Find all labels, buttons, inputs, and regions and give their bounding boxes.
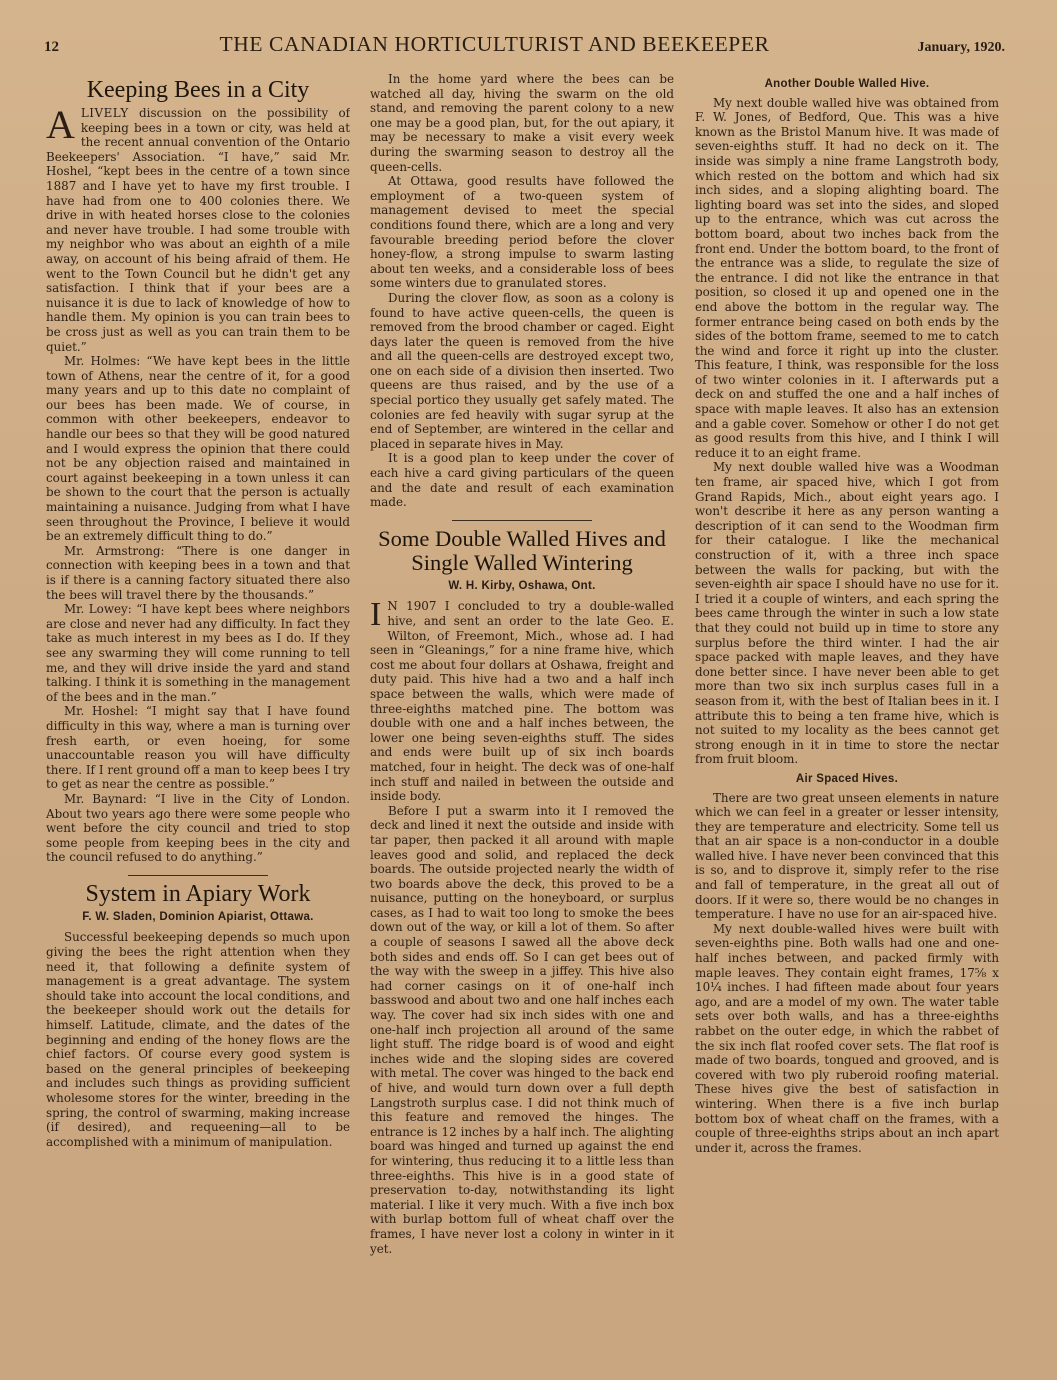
- article-paragraph: Mr. Armstrong: “There is one danger in connection with keeping bees in a town and that is if there is a canning factory situated there also the bees will travel there by the thousands.”: [46, 543, 350, 602]
- article-paragraph: Mr. Hoshel: “I might say that I have found difficulty in this way, where a man is turning over fresh earth, or even hoeing, for some unaccountable reason you will have difficulty there. If I rent ground off a man to keep bees I try to get as near the centre as possible.”: [46, 704, 350, 792]
- article-paragraph: Mr. Holmes: “We have kept bees in the little town of Athens, near the centre of it, for a good many years and up to this date no complaint of our bees has been made. We of course, in common with other beekeepers, endeavor to handle our bees so that they will be good natured and I would express the opinion that there could not be any objection raised and maintained in court against beekeeping in a town unless it can be shown to the court that the person is actually maintaining a nuisance. Judging from what I have seen throughout the Province, I believe it would be an extremely difficult thing to do.”: [46, 354, 350, 544]
- article-paragraph: Successful beekeeping depends so much upon giving the bees the right attention when they need it, that following a definite system of management is a great advantage. The system should take into account the local conditions, and the beekeeper should work out the details for himself. Latitude, climate, and the dates of the beginning and ending of the honey flows are the chief factors. Of course every good system is based on the general principles of beekeeping and includes such things as providing sufficient wholesome stores for the winter, breeding in the spring, the control of swarming, making increase (if desired), and requeening—all to be accomplished with a minimum of manipulation.: [46, 930, 350, 1149]
- article-paragraph: At Ottawa, good results have followed the employment of a two-queen system of management devised to meet the special conditions found there, which are a long and very favourable breeding period before the clover honey-flow, a strong impulse to swarm lasting about ten weeks, and a considerable loss of bees some winters due to granulated stores.: [370, 174, 674, 291]
- section-divider: [128, 875, 268, 876]
- article-paragraph: There are two great unseen elements in nature which we can feel in a greater or lesser intensity, they are temperature and electricity. Some tell us that an air space is a non-conductor in a double walled hive. I have never been convinced that this is so, and to disprove it, simply refer to the rise and fall of temperature, in the great all out of doors. If it were so, there would be no changes in temperature. I have no use for an air-spaced hive.: [695, 790, 999, 922]
- drop-cap: A: [46, 102, 75, 147]
- subhead-another-double-walled: Another Double Walled Hive.: [764, 78, 930, 90]
- article-paragraph: [370, 596, 674, 804]
- drop-cap: I: [370, 596, 382, 634]
- article-title-system-apiary: System in Apiary Work: [85, 880, 311, 907]
- paragraph-text: N 1907 I concluded to try a double-walled hive, and sent an order to the late Geo. E. Wilton, of Freemont, Mich., whose ad. I had seen in “Gleanings,” for a nine frame hive, which cost me about four dollars at Oshawa, freight and duty paid. This hive had a two and a half inch space between the walls, which were made of three-eighths matched pine. The bottom was double with one and a half inches between, the lower one being seven-eighths stuff. The sides and ends were built up of six inch boards matched, four in height. The deck was of one-half inch stuff and nailed in between the outside and inside body.: [370, 599, 674, 804]
- page-number: 12: [44, 39, 59, 55]
- column-2: [370, 72, 674, 1322]
- article-title-double-walled-hives: Some Double Walled Hives and Single Walled Wintering: [378, 525, 666, 575]
- article-paragraph: My next double-walled hives were built with seven-eighths pine. Both walls had one and one-half inches between, and packed firmly with maple leaves. They contain eight frames, 17⅝ x 10¼ inches. I had fifteen made about four years ago, and are a model of my own. The water table sets over both walls, and has a three-eighths rabbet on the outer edge, in which the rabbet of the six inch flat roofed cover sets. The flat roof is made of two boards, tongued and grooved, and is covered with two ply ruberoid roofing material. These hives give the best of satisfaction in wintering. When there is a five inch burlap bottom box of wheat chaff on the frames, with a couple of three-eighths strips about an inch apart under it, across the frames.: [695, 921, 999, 1155]
- lead-word: LIVELY: [80, 106, 129, 120]
- article-paragraph: My next double walled hive was obtained from F. W. Jones, of Bedford, Que. This was a hive known as the Bristol Manum hive. It was made of seven-eighths stuff. It had no deck on it. The inside was simply a nine frame Langstroth body, which rested on the bottom and which had six inch sides, and a sloping alighting board. The lighting board was set into the sides, and sloped up to the entrance, which was cut across the bottom board, about two inches back from the front end. Under the bottom board, to the front of the entrance was a slide, to regulate the size of the entrance. I did not like the entrance in that position, so closed it up and opened one in the end above the bottom in the regular way. The former entrance being cased on both ends by the sides of the bottom frame, seemed to me to catch the wind and force it right up into the cluster. This feature, I think, was responsible for the loss of two winter colonies in it. I afterwards put a deck on and stuffed the one and a half inches of space with maple leaves. It also has an extension and a gable cover. Somehow or other I do not get as good results from this hive, and I think I will reduce it to an eight frame.: [695, 95, 999, 460]
- article-title-keeping-bees: Keeping Bees in a City: [86, 77, 310, 103]
- subhead-air-spaced: Air Spaced Hives.: [795, 772, 899, 785]
- article-paragraph: [46, 102, 350, 354]
- article-paragraph: Mr. Baynard: “I live in the City of London. About two years ago there were some people who went before the city council and tried to stop some people from keeping bees in the city and the council refused to do anything.”: [46, 791, 350, 865]
- article-paragraph: In the home yard where the bees can be watched all day, hiving the swarm on the old stand, and removing the parent colony to a new one may be a good plan, but, for the out apiary, it may be necessary to make a visit every week during the swarming season to destroy all the queen-cells.: [370, 72, 674, 174]
- column-3: [695, 72, 999, 1322]
- article-byline: F. W. Sladen, Dominion Apiarist, Ottawa.: [82, 910, 314, 923]
- publication-title: THE CANADIAN HORTICULTURIST AND BEEKEEPER: [219, 32, 770, 56]
- article-paragraph: It is a good plan to keep under the cover of each hive a card giving particulars of the queen and the date and result of each examination made.: [370, 451, 674, 510]
- article-byline: W. H. Kirby, Oshawa, Ont.: [448, 579, 596, 592]
- paragraph-text: discussion on the possibility of keeping bees in a town or city, was held at the recent annual convention of the Ontario Beekeepers' Association. “I have,” said Mr. Hoshel, “kept bees in the centre of a town since 1887 and I have yet to have my first trouble. I have had from one to 400 colonies there. We drive in with heated horses close to the colonies and never have trouble. I had some trouble with my neighbor who was about an eighth of a mile away, on account of his being afraid of them. He went to the Town Council but he didn't get any satisfaction. I think that if your bees are a nuisance it is due to lack of knowledge of how to handle them. My opinion is you can train bees to be cross just as well as you can train them to be quiet.”: [46, 106, 350, 354]
- article-paragraph: During the clover flow, as soon as a colony is found to have active queen-cells, the queen is removed from the brood chamber or caged. Eight days later the queen is removed from the hive and all the queen-cells are destroyed except two, one on each side of a division then inserted. Two queens are thus raised, and by the use of a special portico they usually get safely mated. The colonies are fed heavily with sugar syrup at the end of September, are wintered in the cellar and placed in separate hives in May.: [370, 290, 674, 451]
- column-1: [46, 72, 350, 1322]
- article-paragraph: Mr. Lowey: “I have kept bees where neighbors are close and never had any difficulty. In fact they take as much interest in my bees as I do. If they see any swarming they will come running to tell me, and they will drive inside the yard and stand talking. I think it is something in the management of the bees and in the man.”: [46, 602, 350, 704]
- article-paragraph: My next double walled hive was a Woodman ten frame, air spaced hive, which I got from Grand Rapids, Mich., about eight years ago. I won't describe it here as any person wanting a description of it can send to the Woodman firm for their catalogue. I like the mechanical construction of it, with a three inch space between the walls for packing, but with the seven-eighth air space I should have no use for it. I tried it a couple of winters, and each spring the bees came through the winter in such a low state that they could not build up in time to store any surplus before the third winter. I had the air space packed with maple leaves, and they have done better since. I have never been able to get more than two six inch surplus cases full in a season from it, with the best of Italian bees in it. I attribute this to being a ten frame hive, which is not suited to my locality as the bees cannot get strong enough in it in time to store the nectar from fruit bloom.: [695, 460, 999, 767]
- section-divider: [452, 520, 592, 521]
- article-paragraph: Before I put a swarm into it I removed the deck and lined it next the outside and inside with tar paper, then packed it all around with maple leaves good and solid, and replaced the deck boards. The outside projected nearly the width of two boards above the deck, this proved to be a nuisance, putting on the honeyboard, or surplus cases, as I had to wait too long to smoke the bees down out of the way, or kill a lot of them. So after a couple of seasons I sawed all the above deck both sides and ends off. So I can get bees out of the way with the sweep in a jiffey. This hive also had corner casings on it of one-half inch basswood and about two and one half inches each way. The cover had six inch sides with one and one-half inch projection all around of the same light stuff. The ridge board is of wood and eight inches wide and the sloping sides are covered with metal. The cover was hinged to the back end of hive, and would turn down over a full depth Langstroth surplus case. I did not think much of this feature and removed the hinges. The entrance is 12 inches by a half inch. The alighting board was hinged and turned up against the end for wintering, thus reducing it to a little less than three-eighths. This hive is in a good state of preservation to-day, notwithstanding its light material. I like it very much. With a five inch box with burlap bottom full of wheat chaff over the frames, I have never lost a colony in winter in it yet.: [370, 803, 674, 1256]
- issue-date: January, 1920.: [917, 40, 1005, 55]
- running-header: [44, 32, 1005, 58]
